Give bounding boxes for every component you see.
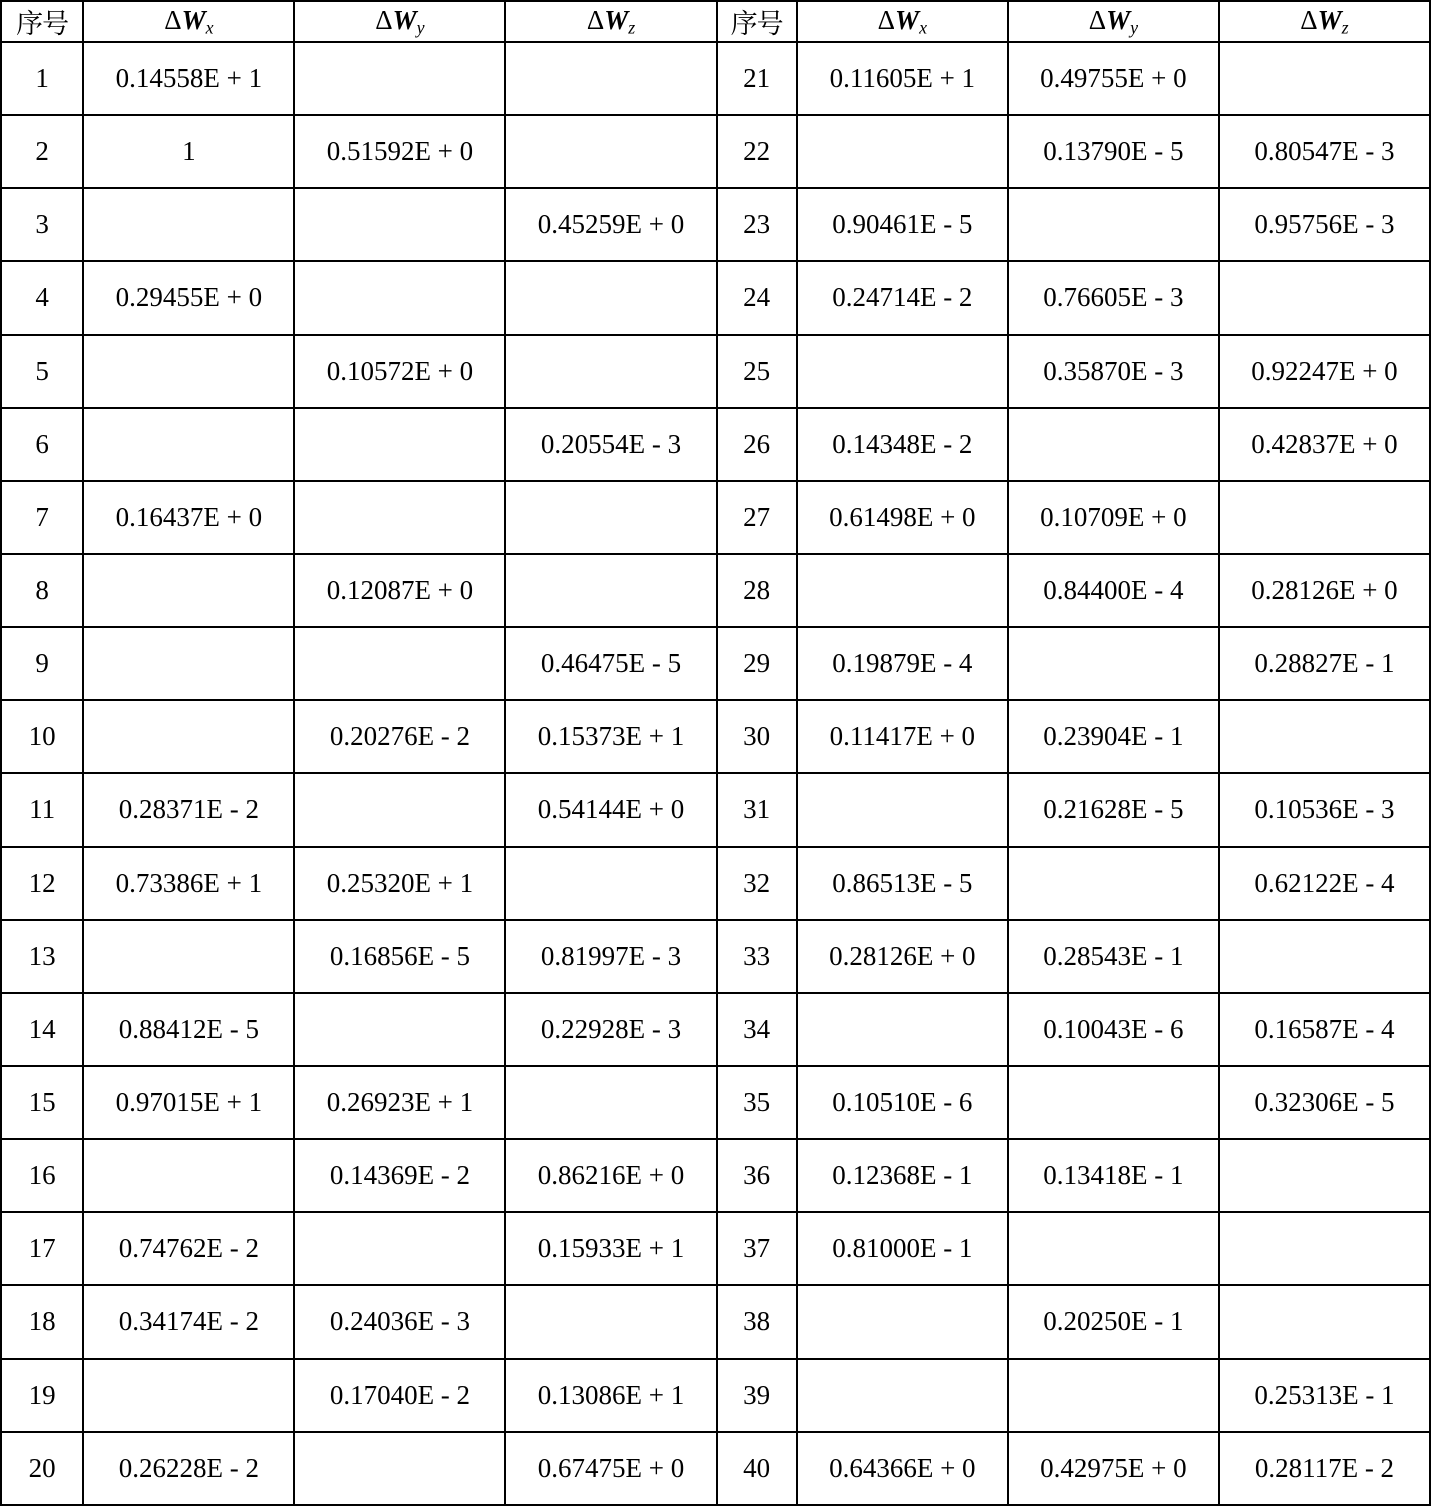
cell-wy-right [1008, 408, 1219, 481]
row-index-right: 24 [717, 261, 797, 334]
row-index-right: 36 [717, 1139, 797, 1212]
cell-wy-left [294, 261, 505, 334]
table-row [1, 1066, 1430, 1139]
cell-wx-left [83, 188, 294, 261]
cell-wz-left [505, 481, 716, 554]
cell-wy-left [294, 1432, 505, 1505]
cell-wz-left: 0.67475E + 0 [505, 1432, 716, 1505]
cell-wy-right: 0.13418E - 1 [1008, 1139, 1219, 1212]
w-symbol: W [1106, 4, 1131, 35]
row-index-right: 21 [717, 42, 797, 115]
cell-wy-left [294, 1212, 505, 1285]
subscript-x: x [205, 17, 214, 38]
cell-wy-left [294, 993, 505, 1066]
cell-wx-right: 0.28126E + 0 [797, 920, 1008, 993]
cell-wy-right: 0.49755E + 0 [1008, 42, 1219, 115]
cell-wz-left: 0.15373E + 1 [505, 700, 716, 773]
table-row [1, 408, 1430, 481]
cell-wx-left [83, 408, 294, 481]
cell-wx-right [797, 115, 1008, 188]
cell-wx-left: 0.74762E - 2 [83, 1212, 294, 1285]
subscript-y: y [1130, 17, 1139, 38]
cell-wy-right: 0.35870E - 3 [1008, 335, 1219, 408]
cell-wz-right: 0.28827E - 1 [1219, 627, 1430, 700]
cell-wy-right [1008, 1212, 1219, 1285]
row-index-left: 6 [1, 408, 83, 481]
cell-wz-left: 0.22928E - 3 [505, 993, 716, 1066]
cell-wx-left [83, 335, 294, 408]
cell-wx-left: 0.29455E + 0 [83, 261, 294, 334]
header-wx-right [797, 1, 1008, 42]
table-row [1, 700, 1430, 773]
cell-wy-right [1008, 847, 1219, 920]
table-row [1, 1139, 1430, 1212]
cell-wz-left [505, 847, 716, 920]
cell-wz-right: 0.42837E + 0 [1219, 408, 1430, 481]
cell-wz-right [1219, 920, 1430, 993]
cell-wy-right: 0.10709E + 0 [1008, 481, 1219, 554]
cell-wx-left [83, 1139, 294, 1212]
cell-wz-right [1219, 481, 1430, 554]
cell-wz-right [1219, 700, 1430, 773]
cell-wz-left [505, 261, 716, 334]
table-row [1, 773, 1430, 846]
row-index-left: 20 [1, 1432, 83, 1505]
cell-wy-left: 0.16856E - 5 [294, 920, 505, 993]
table-row [1, 261, 1430, 334]
cell-wz-right [1219, 1212, 1430, 1285]
table-row [1, 627, 1430, 700]
cell-wy-right: 0.42975E + 0 [1008, 1432, 1219, 1505]
cell-wy-left: 0.24036E - 3 [294, 1285, 505, 1358]
row-index-left: 3 [1, 188, 83, 261]
cell-wx-left [83, 1359, 294, 1432]
header-row [1, 1, 1430, 42]
table-row [1, 920, 1430, 993]
cell-wy-left [294, 481, 505, 554]
row-index-left: 19 [1, 1359, 83, 1432]
cell-wx-left: 0.73386E + 1 [83, 847, 294, 920]
row-index-right: 39 [717, 1359, 797, 1432]
row-index-left: 13 [1, 920, 83, 993]
cell-wz-left [505, 42, 716, 115]
cell-wy-left: 0.26923E + 1 [294, 1066, 505, 1139]
table-row [1, 335, 1430, 408]
cell-wx-left [83, 920, 294, 993]
cell-wx-right: 0.90461E - 5 [797, 188, 1008, 261]
cell-wx-left: 0.14558E + 1 [83, 42, 294, 115]
row-index-left: 17 [1, 1212, 83, 1285]
cell-wx-left [83, 554, 294, 627]
cell-wx-right: 0.12368E - 1 [797, 1139, 1008, 1212]
delta-symbol: Δ [1300, 4, 1318, 35]
w-symbol: W [181, 4, 206, 35]
cell-wy-right [1008, 1066, 1219, 1139]
cell-wy-right: 0.21628E - 5 [1008, 773, 1219, 846]
cell-wz-right [1219, 42, 1430, 115]
cell-wy-left [294, 408, 505, 481]
cell-wy-left: 0.14369E - 2 [294, 1139, 505, 1212]
table-row [1, 188, 1430, 261]
cell-wx-right [797, 554, 1008, 627]
table-row [1, 115, 1430, 188]
subscript-y: y [416, 17, 425, 38]
cell-wz-left: 0.46475E - 5 [505, 627, 716, 700]
cell-wy-right: 0.76605E - 3 [1008, 261, 1219, 334]
delta-symbol: Δ [164, 4, 182, 35]
cell-wz-left: 0.81997E - 3 [505, 920, 716, 993]
subscript-x: x [919, 17, 927, 38]
cell-wy-right: 0.28543E - 1 [1008, 920, 1219, 993]
cell-wy-left: 0.20276E - 2 [294, 700, 505, 773]
cell-wz-left: 0.86216E + 0 [505, 1139, 716, 1212]
row-index-right: 22 [717, 115, 797, 188]
cell-wz-left: 0.13086E + 1 [505, 1359, 716, 1432]
row-index-right: 26 [717, 408, 797, 481]
table-row [1, 1432, 1430, 1505]
subscript-z: z [1341, 17, 1349, 38]
cell-wz-right: 0.80547E - 3 [1219, 115, 1430, 188]
row-index-left: 9 [1, 627, 83, 700]
cell-wy-left [294, 627, 505, 700]
row-index-left: 11 [1, 773, 83, 846]
cell-wz-left: 0.54144E + 0 [505, 773, 716, 846]
cell-wy-left: 0.25320E + 1 [294, 847, 505, 920]
cell-wz-left [505, 1285, 716, 1358]
cell-wz-right: 0.10536E - 3 [1219, 773, 1430, 846]
cell-wx-right: 0.10510E - 6 [797, 1066, 1008, 1139]
row-index-left: 8 [1, 554, 83, 627]
cell-wy-left: 0.12087E + 0 [294, 554, 505, 627]
cell-wy-right: 0.84400E - 4 [1008, 554, 1219, 627]
cell-wx-right: 0.61498E + 0 [797, 481, 1008, 554]
cell-wx-right [797, 773, 1008, 846]
header-wx-left [83, 1, 294, 42]
row-index-right: 31 [717, 773, 797, 846]
cell-wz-right: 0.95756E - 3 [1219, 188, 1430, 261]
cell-wz-left [505, 1066, 716, 1139]
row-index-right: 35 [717, 1066, 797, 1139]
table-head [1, 1, 1430, 42]
cell-wx-right: 0.11417E + 0 [797, 700, 1008, 773]
cell-wy-right: 0.13790E - 5 [1008, 115, 1219, 188]
cell-wx-left [83, 700, 294, 773]
cell-wz-right: 0.16587E - 4 [1219, 993, 1430, 1066]
cell-wx-left: 0.34174E - 2 [83, 1285, 294, 1358]
cell-wx-right: 0.11605E + 1 [797, 42, 1008, 115]
row-index-left: 2 [1, 115, 83, 188]
row-index-right: 34 [717, 993, 797, 1066]
cell-wy-left: 0.10572E + 0 [294, 335, 505, 408]
cell-wz-left: 0.15933E + 1 [505, 1212, 716, 1285]
row-index-right: 30 [717, 700, 797, 773]
table-row [1, 42, 1430, 115]
delta-symbol: Δ [877, 4, 896, 35]
cell-wx-left: 0.88412E - 5 [83, 993, 294, 1066]
cell-wx-right [797, 1285, 1008, 1358]
row-index-right: 23 [717, 188, 797, 261]
table-row [1, 481, 1430, 554]
header-index-right: 序号 [717, 1, 797, 42]
cell-wz-right: 0.92247E + 0 [1219, 335, 1430, 408]
cell-wz-left: 0.20554E - 3 [505, 408, 716, 481]
row-index-left: 7 [1, 481, 83, 554]
row-index-left: 18 [1, 1285, 83, 1358]
row-index-left: 4 [1, 261, 83, 334]
cell-wz-left [505, 335, 716, 408]
row-index-right: 38 [717, 1285, 797, 1358]
row-index-left: 14 [1, 993, 83, 1066]
cell-wx-right: 0.64366E + 0 [797, 1432, 1008, 1505]
row-index-right: 25 [717, 335, 797, 408]
delta-symbol: Δ [1088, 4, 1107, 35]
cell-wx-right: 0.19879E - 4 [797, 627, 1008, 700]
cell-wz-right [1219, 261, 1430, 334]
cell-wx-left [83, 627, 294, 700]
cell-wy-right [1008, 188, 1219, 261]
row-index-right: 28 [717, 554, 797, 627]
table-row [1, 554, 1430, 627]
row-index-left: 15 [1, 1066, 83, 1139]
row-index-left: 16 [1, 1139, 83, 1212]
table-row [1, 1285, 1430, 1358]
cell-wx-left: 0.16437E + 0 [83, 481, 294, 554]
cell-wx-right: 0.24714E - 2 [797, 261, 1008, 334]
cell-wy-right [1008, 1359, 1219, 1432]
w-symbol: W [1317, 4, 1342, 35]
w-symbol: W [895, 4, 920, 35]
cell-wy-left: 0.17040E - 2 [294, 1359, 505, 1432]
row-index-right: 27 [717, 481, 797, 554]
cell-wx-right: 0.86513E - 5 [797, 847, 1008, 920]
cell-wx-left: 0.26228E - 2 [83, 1432, 294, 1505]
cell-wy-left [294, 188, 505, 261]
table-row [1, 1359, 1430, 1432]
cell-wy-right [1008, 627, 1219, 700]
cell-wz-left [505, 554, 716, 627]
cell-wy-right: 0.23904E - 1 [1008, 700, 1219, 773]
w-symbol: W [604, 4, 629, 35]
cell-wx-left: 0.28371E - 2 [83, 773, 294, 846]
cell-wz-right: 0.32306E - 5 [1219, 1066, 1430, 1139]
cell-wy-right: 0.20250E - 1 [1008, 1285, 1219, 1358]
cell-wy-left: 0.51592E + 0 [294, 115, 505, 188]
cell-wx-right: 0.81000E - 1 [797, 1212, 1008, 1285]
cell-wx-right [797, 1359, 1008, 1432]
delta-symbol: Δ [375, 4, 393, 35]
cell-wz-right [1219, 1139, 1430, 1212]
cell-wy-right: 0.10043E - 6 [1008, 993, 1219, 1066]
row-index-right: 32 [717, 847, 797, 920]
header-wz-left [505, 1, 716, 42]
cell-wy-left [294, 773, 505, 846]
row-index-left: 1 [1, 42, 83, 115]
table-body [1, 42, 1430, 1505]
cell-wz-left: 0.45259E + 0 [505, 188, 716, 261]
row-index-right: 40 [717, 1432, 797, 1505]
cell-wz-right: 0.28126E + 0 [1219, 554, 1430, 627]
cell-wz-right: 0.25313E - 1 [1219, 1359, 1430, 1432]
header-wy-left [294, 1, 505, 42]
table-row [1, 1212, 1430, 1285]
table-row [1, 993, 1430, 1066]
cell-wy-left [294, 42, 505, 115]
cell-wx-left: 0.97015E + 1 [83, 1066, 294, 1139]
row-index-left: 12 [1, 847, 83, 920]
row-index-left: 5 [1, 335, 83, 408]
cell-wx-right: 0.14348E - 2 [797, 408, 1008, 481]
row-index-right: 29 [717, 627, 797, 700]
subscript-z: z [628, 17, 636, 38]
cell-wx-right [797, 993, 1008, 1066]
cell-wx-left: 1 [83, 115, 294, 188]
header-wy-right [1008, 1, 1219, 42]
row-index-left: 10 [1, 700, 83, 773]
table-row [1, 847, 1430, 920]
cell-wz-right: 0.28117E - 2 [1219, 1432, 1430, 1505]
delta-symbol: Δ [586, 4, 605, 35]
header-wz-right [1219, 1, 1430, 42]
cell-wz-right [1219, 1285, 1430, 1358]
cell-wx-right [797, 335, 1008, 408]
cell-wz-left [505, 115, 716, 188]
row-index-right: 33 [717, 920, 797, 993]
cell-wz-right: 0.62122E - 4 [1219, 847, 1430, 920]
row-index-right: 37 [717, 1212, 797, 1285]
header-index-left: 序号 [1, 1, 83, 42]
w-symbol: W [392, 4, 417, 35]
